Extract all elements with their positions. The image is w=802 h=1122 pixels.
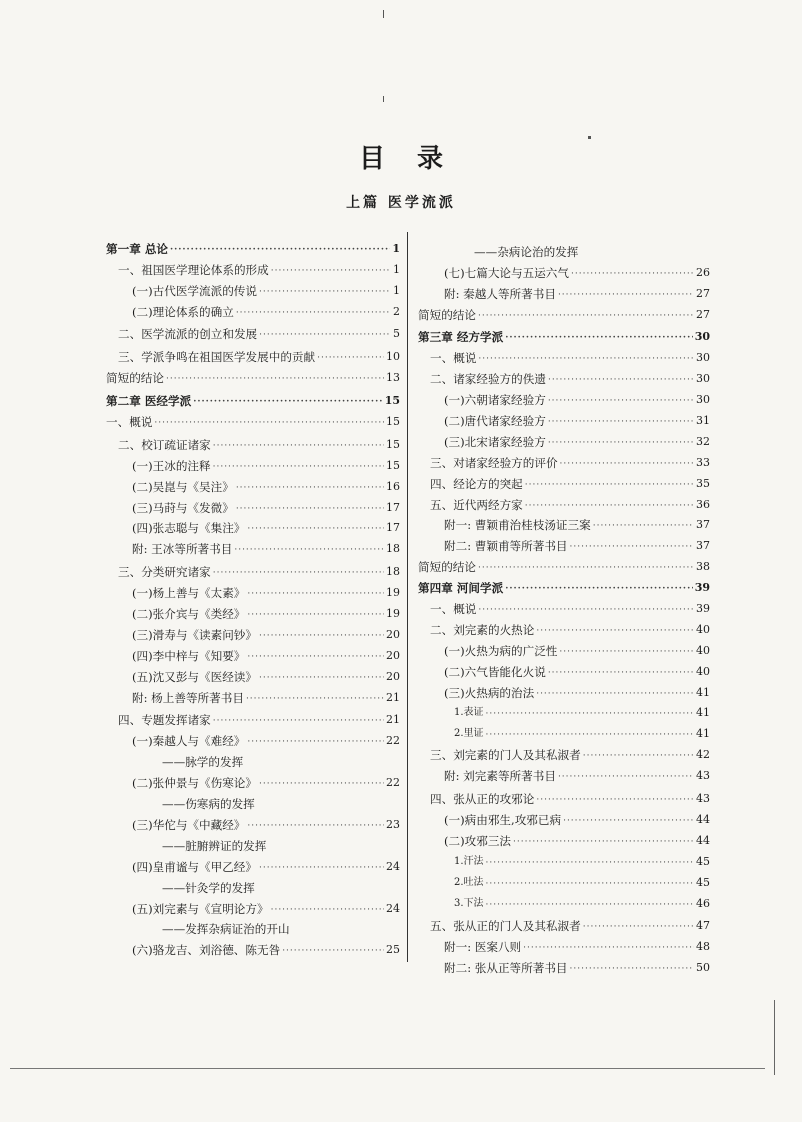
toc-entry-page: 40 — [696, 664, 710, 678]
toc-entry-page: 18 — [386, 565, 400, 579]
toc-entry — [418, 933, 710, 954]
dot-leader — [486, 878, 694, 890]
toc-entry — [106, 663, 400, 684]
dot-leader — [213, 715, 384, 727]
toc-entry-label: (二)理论体系的确立 — [132, 304, 234, 319]
dot-leader — [259, 286, 391, 298]
dot-leader — [236, 503, 384, 515]
page-edge-line — [10, 1068, 765, 1069]
toc-entry-page: 30 — [696, 393, 710, 407]
scan-mark — [588, 136, 591, 139]
dot-leader — [570, 541, 694, 553]
dot-leader — [213, 567, 384, 579]
dot-leader — [478, 353, 694, 365]
toc-entry — [418, 913, 710, 934]
toc-entry — [418, 785, 710, 806]
toc-entry — [418, 762, 710, 783]
dot-leader — [236, 307, 391, 319]
toc-entry-page: 30 — [696, 351, 710, 365]
toc-entry — [106, 936, 400, 957]
toc-entry-label: 一、概说 — [430, 602, 477, 617]
toc-entry-label: 2.里证 — [454, 728, 484, 740]
toc-entry-label: (六)骆龙吉、刘浴德、陈无咎 — [132, 943, 281, 958]
toc-entry — [418, 491, 710, 512]
toc-entry-label: (二)六气皆能化火说 — [444, 664, 546, 679]
toc-entry-label: 第二章 医经学派 — [106, 394, 192, 409]
toc-entry — [106, 769, 400, 790]
toc-entry-label: (二)吴崑与《吴注》 — [132, 479, 234, 494]
toc-entry-page: 39 — [694, 581, 710, 595]
toc-entry-page: 15 — [386, 437, 400, 451]
toc-entry-page: 2 — [393, 304, 400, 318]
toc-entry — [418, 512, 710, 533]
toc-entry-label: ——伤寒病的发挥 — [162, 797, 255, 812]
dot-leader — [560, 458, 694, 470]
toc-entry-page: 19 — [386, 607, 400, 621]
toc-entry-page: 41 — [696, 727, 710, 741]
toc-entry-page: 31 — [696, 414, 710, 428]
toc-entry-label: (二)张仲景与《伤寒论》 — [132, 776, 257, 791]
toc-entry — [106, 600, 400, 621]
toc-entry-label: 1.汗法 — [454, 855, 484, 867]
toc-entry-label: 四、专题发挥诸家 — [118, 713, 211, 728]
toc-entry-page: 42 — [696, 748, 710, 762]
toc-entry — [106, 298, 400, 319]
toc-entry-page: 48 — [696, 940, 710, 954]
toc-entry — [106, 684, 400, 705]
dot-leader — [548, 374, 694, 386]
toc-entry-label: 附二: 张从正等所著书目 — [444, 961, 568, 976]
toc-entry-page: 50 — [696, 961, 710, 975]
toc-entry-label: 附: 杨上善等所著书目 — [132, 690, 244, 705]
toc-entry-page: 39 — [696, 602, 710, 616]
toc-entry-label: 二、诸家经验方的佚遗 — [430, 372, 546, 387]
dot-leader — [486, 708, 694, 720]
toc-entry — [418, 428, 710, 449]
toc-entry — [418, 301, 710, 322]
dot-leader — [583, 921, 694, 933]
toc-entry-page: 16 — [386, 479, 400, 493]
toc-entry-page: 1 — [393, 262, 400, 276]
toc-entry-label: (三)北宋诸家经验方 — [444, 434, 546, 449]
toc-entry — [418, 806, 710, 827]
toc-entry — [418, 658, 710, 679]
dot-leader — [247, 523, 384, 535]
toc-entry-label: (三)马莳与《发微》 — [132, 500, 234, 515]
toc-right-column — [418, 238, 710, 975]
toc-entry — [106, 916, 400, 937]
toc-entry-label: ——脏腑辨证的发挥 — [162, 838, 267, 853]
dot-leader — [282, 945, 384, 957]
dot-leader — [525, 479, 694, 491]
toc-entry-label: (四)李中梓与《知要》 — [132, 648, 246, 663]
toc-entry-page: 27 — [696, 286, 710, 300]
toc-entry — [418, 280, 710, 301]
toc-entry-page: 21 — [386, 690, 400, 704]
toc-entry-label: 附: 秦越人等所著书目 — [444, 286, 556, 301]
dot-leader — [559, 646, 694, 658]
toc-entry-label: 附: 刘完素等所著书目 — [444, 769, 556, 784]
toc-entry-label: 三、学派争鸣在祖国医学发展中的贡献 — [118, 350, 316, 365]
toc-entry — [106, 790, 400, 811]
toc-entry — [106, 727, 400, 748]
dot-leader — [317, 352, 384, 364]
dot-leader — [513, 836, 694, 848]
toc-entry-label: 一、祖国医学理论体系的形成 — [118, 262, 269, 277]
dot-leader — [247, 736, 384, 748]
toc-entry-page: 38 — [696, 560, 710, 574]
toc-entry-page: 23 — [386, 817, 400, 831]
toc-entry — [106, 579, 400, 600]
toc-entry-page: 40 — [696, 622, 710, 636]
toc-entry-page: 44 — [696, 833, 710, 847]
dot-leader — [593, 520, 694, 532]
toc-entry — [106, 408, 400, 429]
toc-entry-label: (三)华佗与《中藏经》 — [132, 817, 246, 832]
part-heading: 上篇 医学流派 — [346, 195, 456, 211]
toc-entry-page: 20 — [386, 669, 400, 683]
toc-entry-page: 17 — [386, 521, 400, 535]
toc-entry-label: 第一章 总论 — [106, 241, 169, 256]
dot-leader — [525, 500, 694, 512]
dot-leader — [571, 268, 694, 280]
toc-entry — [418, 954, 710, 975]
toc-entry-page: 20 — [386, 648, 400, 662]
toc-entry — [106, 558, 400, 579]
toc-entry-page: 22 — [386, 734, 400, 748]
dot-leader — [486, 899, 694, 911]
toc-entry-label: 第四章 河间学派 — [418, 581, 504, 596]
toc-entry-label: (七)七篇大论与五运六气 — [444, 265, 569, 280]
toc-entry — [418, 344, 710, 365]
dot-leader — [234, 544, 384, 556]
toc-entry-page: 15 — [384, 394, 400, 408]
dot-leader — [548, 437, 694, 449]
toc-entry — [106, 895, 400, 916]
toc-entry — [106, 707, 400, 728]
toc-entry-page: 36 — [696, 497, 710, 511]
toc-entry — [106, 621, 400, 642]
dot-leader — [548, 667, 694, 679]
toc-entry — [106, 473, 400, 494]
dot-leader — [236, 482, 384, 494]
toc-entry — [418, 595, 710, 616]
toc-entry-label: (二)攻邪三法 — [444, 833, 512, 848]
toc-entry — [106, 321, 400, 342]
toc-entry-label: (五)刘完素与《宣明论方》 — [132, 901, 269, 916]
toc-entry — [418, 386, 710, 407]
toc-entry — [418, 553, 710, 574]
toc-entry-page: 43 — [696, 769, 710, 783]
toc-entry-page: 15 — [386, 458, 400, 472]
toc-entry-page: 44 — [696, 812, 710, 826]
dot-leader — [213, 440, 384, 452]
toc-entry-label: 四、经论方的突起 — [430, 476, 523, 491]
toc-entry-label: (一)火热为病的广泛性 — [444, 643, 558, 658]
toc-entry — [418, 869, 710, 890]
toc-entry-page: 26 — [696, 265, 710, 279]
column-divider — [407, 232, 408, 962]
scan-mark — [383, 10, 384, 18]
dot-leader — [478, 310, 694, 322]
dot-leader — [259, 329, 391, 341]
toc-entry-page: 40 — [696, 643, 710, 657]
toc-entry — [418, 827, 710, 848]
toc-entry-page: 18 — [386, 542, 400, 556]
dot-leader — [259, 672, 384, 684]
toc-entry-label: 1.表证 — [454, 707, 484, 719]
dot-leader — [558, 771, 694, 783]
toc-entry-page: 19 — [386, 586, 400, 600]
dot-leader — [247, 820, 384, 832]
toc-entry — [106, 853, 400, 874]
toc-entry — [106, 832, 400, 853]
toc-entry-page: 13 — [386, 371, 400, 385]
dot-leader — [505, 583, 692, 595]
dot-leader — [259, 862, 384, 874]
toc-entry-label: 附二: 曹颖甫等所著书目 — [444, 539, 568, 554]
toc-entry-label: (五)沈又彭与《医经读》 — [132, 669, 257, 684]
toc-entry-page: 22 — [386, 776, 400, 790]
toc-entry-page: 37 — [696, 539, 710, 553]
toc-entry-label: (一)杨上善与《太素》 — [132, 586, 246, 601]
toc-entry-label: 三、对诸家经验方的评价 — [430, 455, 558, 470]
toc-entry — [106, 256, 400, 277]
toc-entry — [418, 324, 710, 345]
toc-entry-page: 27 — [696, 307, 710, 321]
toc-entry-label: 二、刘完素的火热论 — [430, 622, 535, 637]
toc-entry — [106, 452, 400, 473]
toc-entry-label: 二、校订疏证诸家 — [118, 437, 211, 452]
page-edge-line — [774, 1000, 775, 1075]
dot-leader — [548, 416, 694, 428]
toc-entry-label: 简短的结论 — [418, 560, 476, 575]
dot-leader — [523, 942, 694, 954]
dot-leader — [247, 651, 384, 663]
toc-entry-page: 10 — [386, 350, 400, 364]
toc-entry-page: 15 — [386, 415, 400, 429]
dot-leader — [536, 688, 694, 700]
dot-leader — [548, 395, 694, 407]
toc-entry-label: 一、概说 — [106, 415, 153, 430]
toc-entry-page: 5 — [393, 327, 400, 341]
toc-entry-page: 24 — [386, 901, 400, 915]
toc-entry-page: 33 — [696, 455, 710, 469]
dot-leader — [478, 604, 694, 616]
toc-entry-page: 32 — [696, 434, 710, 448]
toc-entry-label: 三、分类研究诸家 — [118, 565, 211, 580]
dot-leader — [247, 609, 384, 621]
toc-entry-label: (一)六朝诸家经验方 — [444, 393, 546, 408]
dot-leader — [259, 630, 384, 642]
dot-leader — [478, 562, 694, 574]
dot-leader — [271, 265, 391, 277]
toc-entry — [106, 535, 400, 556]
dot-leader — [170, 244, 390, 256]
toc-entry-page: 17 — [386, 500, 400, 514]
toc-entry-page: 35 — [696, 476, 710, 490]
toc-entry-label: (二)张介宾与《类经》 — [132, 607, 246, 622]
toc-entry-page: 1 — [392, 241, 400, 255]
toc-entry-page: 20 — [386, 627, 400, 641]
toc-entry-label: (四)皇甫谧与《甲乙经》 — [132, 859, 257, 874]
toc-entry — [106, 364, 400, 385]
dot-leader — [154, 417, 384, 429]
toc-entry — [418, 720, 710, 741]
toc-entry — [418, 616, 710, 637]
toc-entry-page: 37 — [696, 518, 710, 532]
toc-entry — [106, 387, 400, 408]
toc-entry-label: 简短的结论 — [106, 371, 164, 386]
toc-entry-label: 附: 王冰等所著书目 — [132, 542, 233, 557]
toc-entry — [418, 259, 710, 280]
toc-entry-label: 3.下法 — [454, 897, 484, 909]
toc-entry — [106, 748, 400, 769]
toc-entry-label: ——脉学的发挥 — [162, 755, 244, 770]
toc-entry-page: 45 — [696, 854, 710, 868]
toc-entry-label: ——针灸学的发挥 — [162, 880, 255, 895]
toc-entry — [418, 470, 710, 491]
toc-entry-page: 1 — [393, 283, 400, 297]
toc-entry — [106, 642, 400, 663]
dot-leader — [247, 588, 384, 600]
toc-entry — [418, 407, 710, 428]
toc-entry-label: 五、张从正的门人及其私淑者 — [430, 919, 581, 934]
dot-leader — [166, 373, 384, 385]
toc-entry — [106, 277, 400, 298]
toc-entry-page: 41 — [696, 706, 710, 720]
toc-entry-label: (二)唐代诸家经验方 — [444, 414, 546, 429]
toc-entry-label: 附一: 曹颖甫治桂枝汤证三案 — [444, 518, 591, 533]
dot-leader — [271, 904, 384, 916]
toc-entry-label: 二、医学流派的创立和发展 — [118, 327, 258, 342]
toc-entry — [418, 890, 710, 911]
toc-entry — [106, 874, 400, 895]
toc-entry-label: ——发挥杂病证治的开山 — [162, 922, 290, 937]
toc-entry — [418, 532, 710, 553]
toc-entry-label: (一)病由邪生,攻邪已病 — [444, 812, 562, 827]
toc-entry-label: 附一: 医案八则 — [444, 940, 522, 955]
dot-leader — [213, 461, 384, 473]
dot-leader — [259, 778, 384, 790]
toc-entry-label: 一、概说 — [430, 351, 477, 366]
toc-entry — [418, 637, 710, 658]
toc-entry-page: 41 — [696, 685, 710, 699]
dot-leader — [558, 289, 694, 301]
toc-entry-label: (三)火热病的治法 — [444, 685, 535, 700]
toc-entry — [418, 741, 710, 762]
toc-entry-label: (四)张志聪与《集注》 — [132, 521, 246, 536]
toc-entry-page: 43 — [696, 792, 710, 806]
toc-entry-label: 四、张从正的攻邪论 — [430, 792, 535, 807]
toc-entry — [418, 848, 710, 869]
dot-leader — [536, 625, 694, 637]
toc-entry-page: 30 — [696, 372, 710, 386]
toc-entry-label: 三、刘完素的门人及其私淑者 — [430, 748, 581, 763]
toc-entry-page: 24 — [386, 859, 400, 873]
toc-entry-page: 47 — [696, 919, 710, 933]
dot-leader — [563, 815, 694, 827]
dot-leader — [246, 693, 384, 705]
toc-entry-page: 30 — [694, 330, 710, 344]
scan-mark — [383, 96, 384, 102]
toc-entry — [106, 235, 400, 256]
page-title: 目录 — [358, 144, 475, 174]
dot-leader — [193, 396, 382, 408]
toc-entry-label: 2.吐法 — [454, 876, 484, 888]
toc-entry-page: 25 — [386, 943, 400, 957]
toc-entry-label: 简短的结论 — [418, 307, 476, 322]
toc-entry — [106, 811, 400, 832]
toc-entry-label: (一)古代医学流派的传说 — [132, 283, 257, 298]
toc-entry — [106, 494, 400, 515]
toc-entry-page: 46 — [696, 896, 710, 910]
toc-entry-page: 45 — [696, 875, 710, 889]
toc-entry — [418, 574, 710, 595]
dot-leader — [486, 729, 694, 741]
toc-entry-label: (一)王冰的注释 — [132, 458, 211, 473]
toc-entry-label: ——杂病论治的发挥 — [474, 244, 579, 259]
toc-entry-label: (一)秦越人与《难经》 — [132, 734, 246, 749]
toc-entry — [418, 679, 710, 700]
toc-entry-page: 21 — [386, 713, 400, 727]
dot-leader — [536, 794, 694, 806]
toc-entry — [418, 365, 710, 386]
toc-entry — [418, 238, 710, 259]
dot-leader — [570, 963, 694, 975]
toc-entry-label: (三)滑寿与《读素问钞》 — [132, 627, 257, 642]
toc-entry — [418, 449, 710, 470]
toc-entry — [418, 700, 710, 721]
toc-entry-label: 五、近代两经方家 — [430, 497, 523, 512]
dot-leader — [583, 750, 694, 762]
dot-leader — [486, 857, 694, 869]
toc-entry — [106, 515, 400, 536]
toc-entry — [106, 343, 400, 364]
dot-leader — [505, 332, 692, 344]
toc-left-column — [106, 235, 400, 957]
toc-entry — [106, 431, 400, 452]
toc-entry-label: 第三章 经方学派 — [418, 330, 504, 345]
